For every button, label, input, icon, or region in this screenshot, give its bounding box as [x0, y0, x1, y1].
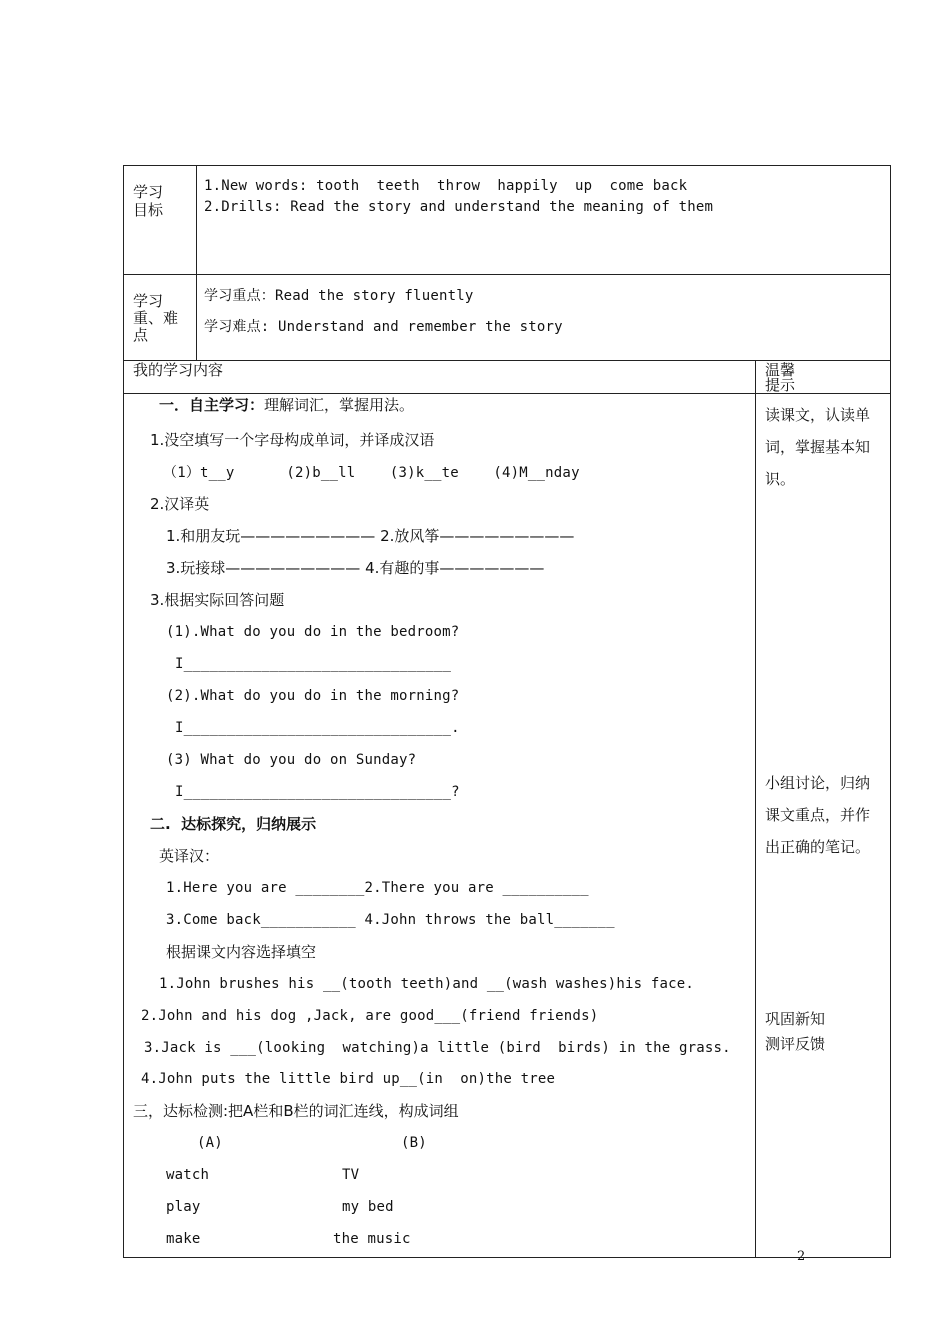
key-difficulty: 学习难点: Understand and remember the story: [204, 319, 563, 335]
question-1: 1.没空填写一个字母构成单词，并译成汉语: [150, 431, 435, 449]
column-b-item: the music: [333, 1231, 411, 1247]
question-3: 3.根据实际回答问题: [150, 591, 285, 609]
objectives-line: 1.New words: tooth teeth throw happily up come back: [204, 178, 688, 194]
key-points-label: 重、难: [133, 309, 179, 327]
key-points-label: 学习: [133, 292, 164, 310]
objectives-line: 2.Drills: Read the story and understand the meaning of them: [204, 199, 714, 215]
tips-column-divider: [755, 360, 756, 1258]
question-3-item: (2).What do you do in the morning?: [166, 688, 460, 704]
tip-text: 巩固新知: [765, 1010, 826, 1028]
choose-label: 根据课文内容选择填空: [166, 943, 317, 961]
tip-text: 读课文，认读单: [765, 406, 871, 424]
tips-header: 温馨: [765, 361, 796, 379]
en-cn-row: 1.Here you are ________2.There you are __________: [166, 880, 589, 896]
column-a-item: watch: [166, 1167, 210, 1183]
question-2-row: 3.玩接球————————— 4.有趣的事———————: [166, 559, 545, 577]
question-3-item: (3) What do you do on Sunday?: [166, 752, 417, 768]
section3-title: 三，达标检测:把A栏和B栏的词汇连线，构成词组: [133, 1102, 459, 1120]
section2-title: 二. 达标探究，归纳展示: [150, 815, 317, 833]
section1-heading: [159, 396, 414, 414]
objectives-label: 学习: [133, 183, 164, 201]
choice-item: 1.John brushes his __(tooth teeth)and __(wash washes)his face.: [159, 976, 694, 992]
objectives-label: 目标: [133, 201, 164, 219]
key-points-label: 点: [133, 326, 149, 344]
label-column-divider: [196, 165, 197, 360]
column-a-item: make: [166, 1231, 201, 1247]
choice-item: 4.John puts the little bird up__(in on)the tree: [141, 1071, 556, 1087]
tip-text: 词，掌握基本知: [765, 438, 871, 456]
tip-text: 课文重点，并作: [765, 806, 871, 824]
question-2-row: 1.和朋友玩————————— 2.放风筝—————————: [166, 527, 575, 545]
answer-line: I_______________________________.: [175, 720, 460, 736]
tips-header: 提示: [765, 376, 796, 394]
tip-text: 出正确的笔记。: [765, 838, 871, 856]
section1-title: 一．自主学习：: [159, 396, 265, 414]
en-cn-row: 3.Come back___________ 4.John throws the ball_______: [166, 912, 615, 928]
column-b-item: my bed: [342, 1199, 394, 1215]
answer-line: I_______________________________?: [175, 784, 460, 800]
choice-item: 2.John and his dog ,Jack, are good___(friend friends): [141, 1008, 599, 1024]
en-cn-label: 英译汉：: [159, 847, 220, 865]
content-title: 我的学习内容: [133, 361, 224, 379]
page-number: 2: [797, 1249, 806, 1264]
choice-item: 3.Jack is ___(looking watching)a little (bird birds) in the grass.: [144, 1040, 731, 1056]
tip-text: 识。: [765, 470, 796, 488]
question-1-items: （1）t__y (2)b__ll (3)k__te (4)M__nday: [163, 465, 580, 481]
key-focus: 学习重点：Read the story fluently: [204, 288, 474, 304]
column-a-item: play: [166, 1199, 201, 1215]
question-3-item: (1).What do you do in the bedroom?: [166, 624, 460, 640]
question-2: 2.汉译英: [150, 495, 210, 513]
section1-subtitle: 理解词汇，掌握用法。: [264, 396, 415, 414]
column-b-header: (B): [401, 1135, 427, 1151]
tip-text: 小组讨论，归纳: [765, 774, 871, 792]
answer-line: I_______________________________: [175, 656, 452, 672]
row-divider: [123, 274, 891, 275]
tip-text: 测评反馈: [765, 1035, 826, 1053]
column-b-item: TV: [342, 1167, 360, 1183]
column-a-header: (A): [197, 1135, 223, 1151]
